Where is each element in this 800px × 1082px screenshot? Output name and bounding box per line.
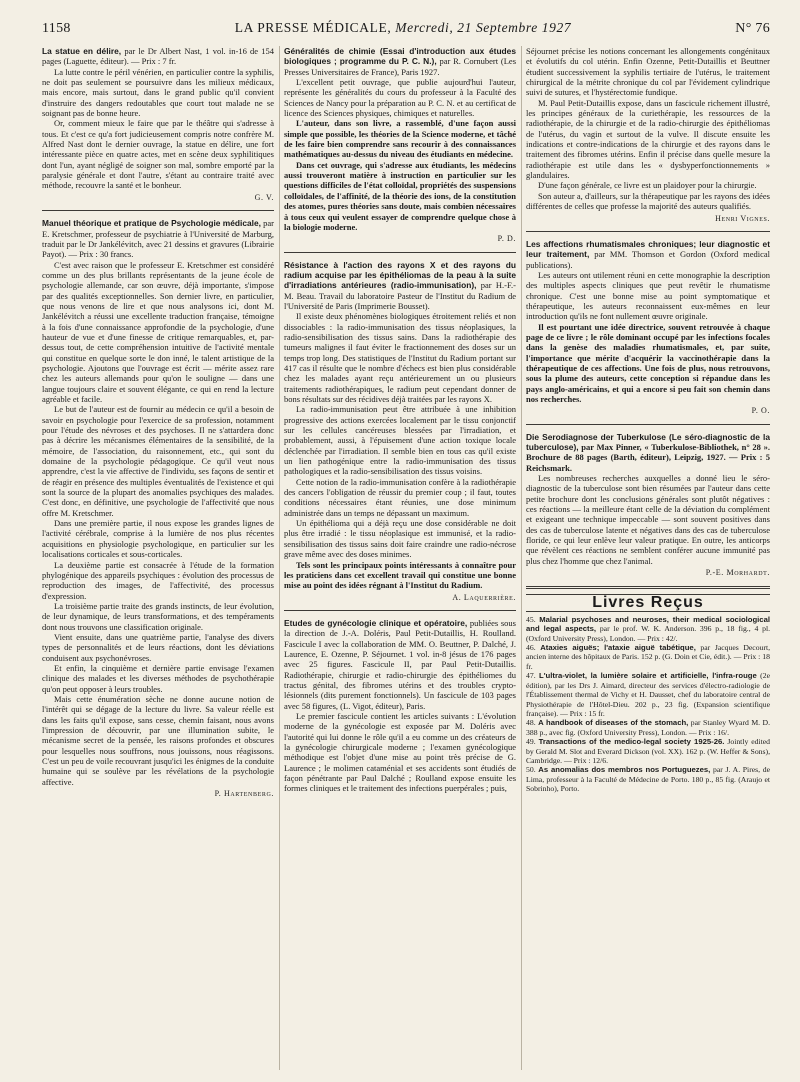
review-paragraph: Le premier fascicule contient les articles suivants : L'évolution moderne de la gynécologie est exposée par M. Doléris avec l'autorité qui lui donne le rôle qu'il a eu comme un des créateurs de la gynécologie chirurgicale moderne ; l'examen gynécologique méthodique est l'objet d'une mise au point très précise de G. Laurence ; le molimen cataménial et ses accidents sont étudiés de façon pénétrante par Paul Dalché ; Roulland expose ensuite les formes cliniques et le traitement des infections puerpérales ; puis, (284, 710, 516, 794)
review-paragraph: C'est avec raison que le professeur E. Kretschmer est considéré comme un des plus brillants représentants de la jeune école de psychologie allemande, car son œuvre, déjà importante, s'impose par des qualités exceptionnelles. Son dernier livre, en particulier, que nous venons de lire et que nous analysons ici, dont M. Jankélévitch a réussi une excellente traduction française, témoigne à la fois d'une connaissance approfondie de la psychologie, d'une hauteur de vue et d'une finesse de critique remarquables, et, par-dessus tout, de cette compréhension intuitive de l'activité mentale qui constitue en quelque sorte le don inné, le talent artistique de la psychologie. Ajoutons que l'ouvrage est écrit — mérite assez rare chez les auteurs allemands pour qu'on le souligne — dans une langue toujours claire et souvent élégante, ce qui en rend la lecture agréable et facile. (42, 259, 274, 404)
review-meta: par le Dr Albert Nast, 1 vol. in-16 de 154 pages (Laguette, éditeur). — Prix : 7 fr. (42, 46, 274, 67)
item-title: Malarial psychoses and neuroses, their medical sociological and legal aspects, (526, 614, 770, 634)
list-item (526, 737, 770, 765)
review-psychologie-medicale (42, 218, 274, 799)
review-heading (284, 618, 516, 711)
review-title: Manuel théorique et pratique de Psychologie médicale, (42, 218, 261, 229)
review-title: Etudes de gynécologie clinique et opératoire, (284, 617, 468, 628)
journal-title (235, 20, 571, 36)
section-divider (526, 424, 770, 425)
section-divider (526, 586, 770, 589)
column-1 (42, 46, 274, 1070)
review-paragraph: Mais cette énumération sèche ne donne aucune notion de l'intérêt qui se dégage de la lecture du livre. Sa valeur réelle est dans les faits qu'il expose, sans cesse, chemin faisant, nous avons l'impression de découvrir, par une illumination subite, le mécanisme secret de la pensée, les raisons profondes et obscures pour lesquelles nous souffrons, nous jouissons, nous réagissons. C'est un peu de voile recouvrant jusqu'ici les énigmes de la conduite humaine qui se soulève par les révélations de la psychologie affective. (42, 693, 274, 787)
review-paragraph: Séjournet précise les notions concernant les allongements congénitaux et évolutifs du col utérin. Enfin Ozenne, Petit-Dutaillis et Beuttner étudient successivement la syphilis tertiaire de l'utérus, le traitement chirurgical de la métrite chronique du col par l'évidement cylindrique suivi de sutures, et l'hystérectomie fundique. (526, 46, 770, 98)
column-2 (284, 46, 516, 1070)
livres-recus-heading: Livres Reçus (526, 597, 770, 609)
item-details: par le prof. W. K. Anderson. 396 p., 18 fig., 4 pl. (Oxford University Press), London. — Prix : 42/. (526, 624, 770, 643)
item-title: Transactions of the medico-legal society 1925-26. (538, 737, 725, 747)
section-divider (526, 231, 770, 232)
review-paragraph: La lutte contre le péril vénérien, en particulier contre la syphilis, ne doit pas seulement se poursuivre dans les milieux médicaux, mais encore, mais surtout, dans le grand public qu'il convient d'instruire des dangers redoutables que court tout malade ne se soignant pas de bonne heure. (42, 66, 274, 119)
review-title: Die Serodiagnose der Tuberkulose (Le séro-diagnostic de la tuberculose), (526, 431, 770, 453)
list-item (526, 718, 770, 737)
review-meta: par H.-F.-M. Beau. Travail du laboratoire Pasteur de l'Institut du Radium de l'Université de Paris (Imprimerie Bousset). (284, 280, 516, 311)
issue-date: Mercredi, 21 Septembre 1927 (395, 20, 572, 35)
item-title: Ataxies aiguës; l'ataxie aiguë tabétique, (540, 643, 696, 653)
item-details: par Stanley Wyard M. D. 388 p., avec fig. (Oxford University Press), London. — Prix : 16/. (526, 718, 770, 737)
review-signature: P. D. (497, 234, 516, 244)
review-title: Les affections rhumatismales chroniques; leur diagnostic et leur traitement, (526, 238, 770, 260)
review-radio-immunisation (284, 260, 516, 603)
review-heading (526, 432, 770, 473)
column-3 (526, 46, 770, 1070)
review-title: La statue en délire, (42, 46, 122, 56)
review-heading (284, 46, 516, 77)
review-signature: P. O. (751, 406, 770, 416)
list-item (526, 765, 770, 793)
review-generalites-chimie (284, 46, 516, 245)
review-heading (42, 46, 274, 67)
item-details: Jointly edited by Gerald M. Slot and Everard Dickson (vol. XX). 162 p. (W. Heffer & Sons), Cambridge. — Prix : 12/6. (526, 737, 770, 765)
review-gynecologie (284, 618, 516, 794)
review-signature: G. V. (254, 192, 274, 202)
item-details: par J. A. Pires, de Lima, professeur à la Faculté de Médecine de Porto. 180 p., 85 fig. (Araujo et Sobrinho), Porto. (526, 765, 770, 794)
review-signature: P. Hartenberg. (214, 789, 274, 799)
review-meta: par Max Pinner, « Tuberkulose-Bibliothek, n° 28 ». Brochure de 88 pages (Barth, éditeur), Leipzig, 1927. — Prix : 5 Reichsmark. (526, 442, 770, 473)
column-rule-1 (279, 46, 280, 1070)
item-number: 50. (526, 765, 536, 775)
list-item (526, 671, 770, 718)
review-paragraph: La radio-immunisation peut être attribuée à une inhibition progressive des actions exercées localement par le tissu conjonctif sur les cellules cancéreuses blessées par l'irradiation, et probablement, aussi, à l'épuisement d'une action toxique locale déclenchée par l'irradiation. Il semble bien en tous cas qu'il existe un lien pathogénique entre la radio-immunisation des tissus pathologiques et la radio-sensibilisation des tissus voisins. (284, 404, 516, 477)
review-paragraph: Or, comment mieux le faire que par le théâtre qui s'adresse à tous. Et c'est ce qu'a fort judicieusement compris notre confrère M. Alfred Nast dont le dernier ouvrage, la statue en délire, une fort intéressante pièce en quatre actes, met en scène deux syphilitiques dont l'un, ayant négligé de soigner son mal, sombre emporté par la paralysie générale et dont l'autre, s'étant au contraire traité avec méthode, recouvre la santé et le bonheur. (42, 118, 274, 191)
review-serodiagnose (526, 432, 770, 579)
section-divider (284, 610, 516, 611)
livres-recus-list (526, 615, 770, 794)
review-gynecologie-continued (526, 46, 770, 224)
review-heading (42, 218, 274, 259)
review-meta: par MM. Thomson et Gordon (Oxford medical publications). (526, 249, 770, 270)
review-heading (284, 260, 516, 312)
item-number: 46. (526, 643, 536, 653)
list-item (526, 643, 770, 671)
issue-number: N° 76 (735, 21, 770, 36)
review-paragraph: Dans cet ouvrage, qui s'adresse aux étudiants, les médecins aussi trouveront matière à instruction en particulier sur les questions difficiles de l'état colloïdal, propriétés des suspensions colloïdales, de l'affinité, de la théorie des ions, de la constitution des atomes, pures théories sans doute, mais combien nécessaires à tous ceux qui veulent essayer de comprendre quelque chose à la biologie moderne. (284, 159, 516, 232)
review-paragraph: Dans une première partie, il nous expose les grandes lignes de l'activité cérébrale, comprise à la lumière de nos plus récentes acquisitions en physiologie psychologique, en particulier sur les localisations corticales et sous-corticales. (42, 518, 274, 560)
review-meta: par R. Cornubert (Les Presses Universitaires de France), Paris 1927. (284, 56, 516, 77)
item-number: 48. (526, 718, 536, 728)
column-rule-2 (521, 46, 522, 1070)
review-meta: par E. Kretschmer, professeur de psychiatrie à l'Université de Marburg, traduit par le Dr Jankélévitch, avec 21 dessins et gravures (Librairie Payot). — Prix : 30 francs. (42, 218, 274, 260)
review-paragraph: Son auteur a, d'ailleurs, sur la thérapeutique par les rayons des idées différentes de celles que professe la majorité des auteurs qualifiés. (526, 190, 770, 212)
review-paragraph: Vient ensuite, dans une quatrième partie, l'analyse des divers types de personnalités et de leurs réactions, dont les déviations conduisent aux psychonévroses. (42, 631, 274, 663)
review-statue-delire (42, 46, 274, 203)
review-heading (526, 239, 770, 270)
review-rhumatismes (526, 239, 770, 417)
journal-name: LA PRESSE MÉDICALE, (234, 20, 392, 35)
review-title: Généralités de chimie (Essai d'introduction aux études biologiques ; programme du P. C. N.), (284, 46, 516, 67)
item-number: 45. (526, 614, 536, 624)
review-paragraph: M. Paul Petit-Dutaillis expose, dans un fascicule richement illustré, les principes généraux de la curiethérapie, les ressources de la radiothérapie, de la chirurgie et de la radio-chirurgie des épithéliomas de l'utérus, du vagin et surtout de la vulve. Il discute ensuite les indications et contre-indications de la chirurgie et des rayons dans le traitement des fibromes utérins. Enfin il précise dans quelle mesure la radiothérapie est utile dans les « dysbyperfonctionnements » glandulaires. (526, 97, 770, 181)
review-meta: publiées sous la direction de J.-A. Doléris, Paul Petit-Dutaillis, H. Roulland. Fascicule I avec la collaboration de MM. O. Beuttner, P. Dalché, J. Laurence, E. Ozenne, P. Séjournet. 1 vol. in-8 jésus de 176 pages avec 25 figures. Fascicule II, par Paul Petit-Dutaillis. Radiothérapie, chirurgie et radio-chirurgie des épithéliomes du tractus génital, des fibromes utérins et des troubles crypto-lésionnels (dits purement fonctionnels). Un fascicule de 103 pages avec 58 figures, (L. Vigot, éditeur), Paris. (284, 617, 516, 711)
review-paragraph: La troisième partie traite des grands instincts, de leur évolution, de leur dynamique, de leurs transformations, et des tempéraments dont nous trouvons une classification originale. (42, 600, 274, 632)
page-number: 1158 (42, 21, 71, 36)
item-details: par Jacques Decourt, ancien interne des hôpitaux de Paris. 152 p. (G. Doin et Cie, édit.). — Prix : 18 fr. (526, 643, 770, 671)
item-title: As anomalias dos membros nos Portuguezes, (538, 765, 711, 775)
review-paragraph: La deuxième partie est consacrée à l'étude de la formation phylogénique des appareils psychiques : évolution des processus de reproduction des images, de l'affectivité, des processus d'expression. (42, 559, 274, 601)
item-title: L'ultra-violet, la lumière solaire et artificielle, l'infra-rouge (539, 671, 757, 681)
review-signature: Henri Vignes. (715, 213, 770, 223)
review-paragraph: Cette notion de la radio-immunisation confère à la radiothérapie des cancers l'obligation de réussir du premier coup ; il faut, toutes conditions nécessaires étant réunies, une dose minimum administrée dans un temps ne dépassant un maximum. (284, 476, 516, 518)
review-paragraph: D'une façon générale, ce livre est un plaidoyer pour la chirurgie. (538, 180, 757, 191)
review-paragraph: Les auteurs ont utilement réuni en cette monographie la description des multiples aspects cliniques que peut revêtir le rhumatisme chronique. C'est une bonne mise au point symptomatique et thérapeutique, les auteurs reconnaissent eux-mêmes en leur introduction qu'ils ne font nullement œuvre originale. (526, 269, 770, 322)
section-divider (42, 210, 274, 211)
review-paragraph: Et enfin, la cinquième et dernière partie envisage l'examen clinique des malades et les diverses méthodes de psychothérapie qu'on peut opposer à leurs troubles. (42, 662, 274, 694)
review-paragraph: Il est pourtant une idée directrice, souvent retrouvée à chaque page de ce livre ; le rôle dominant occupé par les infections focales dans la genèse des maladies rhumatismales, et, par suite, l'importance que mérite d'acquérir la vaccinothérapie dans la thérapeutique de ces affections. Une fois de plus, nous retrouvons, sous la plume des auteurs, cette conception si répandue dans les pays anglo-américains, et qui a encore si peu fait son chemin dans nos recherches. (526, 321, 770, 404)
item-details: (2e édition), par les Drs J. Aimard, directeur des services d'électro-radiologie de l'Établissement thermal de Vichy et H. Dausset, chef du laboratoire central de Physiothérapie de l'Hôtel-Dieu. 202 p., 23 fig. (Expansion scientifique française). — Prix : 15 fr. (526, 671, 770, 718)
review-paragraph: L'auteur, dans son livre, a rassemblé, d'une façon aussi simple que possible, les théories de la Science moderne, et tâché de les faire bien comprendre sans recourir à des connaissances mathématiques au-dessus du niveau des étudiants en médecine. (284, 118, 516, 160)
item-title: A handbook of diseases of the stomach, (538, 718, 689, 728)
review-paragraph: Il existe deux phénomènes biologiques étroitement reliés et non dissociables : la radio-immunisation des tissus néoplasiques, la radio-sensibilisation des tissus sains. Dans la radiothérapie des tumeurs malignes il faut éviter le fractionnement des doses sur un temps trop long. Des statistiques de l'Institut du Radium portant sur 417 cas il résulte que le nombre d'échecs est bien plus considérable chez les malades ayant reçu antérieurement un ou plusieurs traitements radiothérapiques, le radium peut cependant donner de bons résultats sur des récidives déjà traitées par les rayons X. (284, 311, 516, 404)
review-signature: A. Laquerrière. (452, 592, 516, 602)
page-header (42, 20, 770, 42)
item-number: 47. (526, 671, 536, 681)
list-item (526, 615, 770, 643)
review-paragraph: Le but de l'auteur est de fournir au médecin ce qu'il a besoin de savoir en psychologie pour l'exercice de sa profession, notamment pour l'étude des névroses et des psychoses. Il ne s'attardera donc pas à décrire les mécanismes élémentaires de la sensibilité, de la mémoire, de l'association, du raisonnement, etc., qui sont du domaine de la psychologie pédagogique. Ce qu'il veut nous apprendre, c'est la vie affective de l'individu, ses façons de sentir et de réagir en présence des multiples éventualités de l'existence et qui sont la source de la plupart des anomalies psychiques des malades. C'est donc, en définitive, une psychologie de l'affectivité que nous offre M. Kretschmer. (42, 404, 274, 518)
section-divider (284, 252, 516, 253)
review-paragraph: Un épithélioma qui a déjà reçu une dose considérable ne doit plus être irradié : le tissu néoplasique est immunisé, et la radio-sensibilisation des tissus sains doit faire craindre une radio-nécrose grave même avec des doses minimes. (284, 518, 516, 560)
review-paragraph: Les nombreuses recherches auxquelles a donné lieu le séro-diagnostic de la tuberculose sont bien résumées par l'auteur dans cette petite brochure dont les conclusions générales sont plutôt négatives : ces réactions — la meilleure étant celle de la déviation du complément et exigeant une technique impeccable — sont souvent positives dans des cas de tuberculose latente et négatives dans des cas de tuberculose floride, ce qui leur enlève leur valeur pratique. En outre, les anticorps que révèlent ces réactions ne semblent conférer aucune immunité pas plus chez l'homme que chez l'animal. (526, 473, 770, 566)
review-title: Résistance à l'action des rayons X et des rayons du radium acquise par les épithéliomas de la peau à la suite d'irradiations antérieures (radio-immunisation), (284, 259, 516, 291)
item-number: 49. (526, 737, 536, 747)
review-signature: P.-E. Morhardt. (705, 568, 770, 578)
review-paragraph: L'excellent petit ouvrage, que publie aujourd'hui l'auteur, représente les généralités du cours du professeur à la Faculté des Sciences de Nancy pour la préparation au P. C. N. et au certificat de licence des Sciences physiques, chimiques et naturelles. (284, 77, 516, 119)
review-paragraph: Tels sont les principaux points intéressants à connaître pour les praticiens dans cet excellent travail qui constitue une bonne mise au point des idées régnant à l'Institut du Radium. (284, 559, 516, 591)
